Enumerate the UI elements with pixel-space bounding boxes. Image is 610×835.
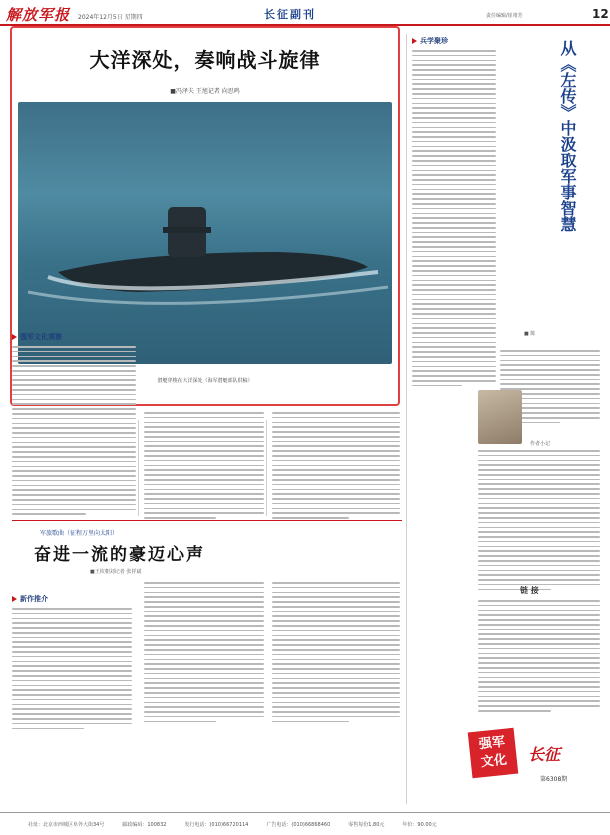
page-number: 12	[592, 7, 609, 21]
dateline: 2024年12月5日 星期四	[78, 14, 143, 21]
footer-subscription: 年价：90.00元	[402, 821, 437, 828]
bottom-text-col2	[144, 582, 264, 722]
bottom-text-col3	[272, 582, 400, 722]
triangle-icon	[412, 38, 417, 44]
author-bio	[478, 450, 600, 590]
footer-phone2: 广告电话：(010)66868460	[266, 821, 331, 828]
footer	[0, 812, 610, 835]
triangle-icon	[12, 334, 17, 340]
left-column-text	[12, 346, 136, 515]
links-title: 链 接	[520, 586, 539, 595]
changzheng-logo: 长征	[528, 745, 561, 764]
newspaper-logo: 解放军报	[6, 6, 71, 24]
section-head-new-review: 新作推介	[12, 594, 48, 604]
editor-credit: 责任编辑/崔靖芳	[486, 13, 523, 19]
section-title: 长征副刊	[264, 8, 316, 21]
army-culture-stamp: 强军 文化	[468, 728, 519, 779]
right-text-col1	[412, 50, 496, 386]
bottom-byline: ■王钦朝刘记者 张祥斌	[90, 569, 142, 575]
author-photo	[478, 390, 522, 444]
triangle-icon	[12, 596, 17, 602]
submarine-illustration	[18, 102, 392, 364]
bottom-series-label: 军旅歌曲（征程万里向太阳）	[40, 530, 119, 537]
section-head-military: 兵学聚珍	[412, 36, 448, 46]
footer-price: 零售每份1.80元	[348, 821, 385, 828]
footer-phone1: 发行电话：(010)66720114	[184, 821, 249, 828]
submarine-photo	[18, 102, 392, 384]
feature-text-col2	[144, 412, 264, 519]
bottom-text-col1	[12, 608, 132, 729]
author-label: 作者小记	[530, 441, 551, 447]
footer-post: 邮政编码：100832	[122, 821, 167, 828]
footer-address: 社址：北京市西城区阜外大街34号	[28, 821, 105, 828]
feature-text-col3	[272, 412, 400, 519]
photo-caption: 潜艇穿梭在大洋深处（海军潜艇部队供稿）	[157, 378, 253, 384]
right-author: ■ 陈	[524, 331, 536, 337]
right-headline: 从《左传》中汲取军事智慧	[558, 40, 577, 232]
feature-byline: ■冯泽夫 王旭记者 向思鸣	[170, 88, 240, 95]
issue-number: 第6308期	[540, 776, 568, 783]
links-text	[478, 600, 600, 712]
bottom-headline: 奋进一流的豪迈心声	[34, 545, 205, 565]
section-head-army-culture: 强军文化观察	[12, 332, 62, 342]
feature-headline: 大洋深处，奏响战斗旋律	[89, 48, 321, 72]
